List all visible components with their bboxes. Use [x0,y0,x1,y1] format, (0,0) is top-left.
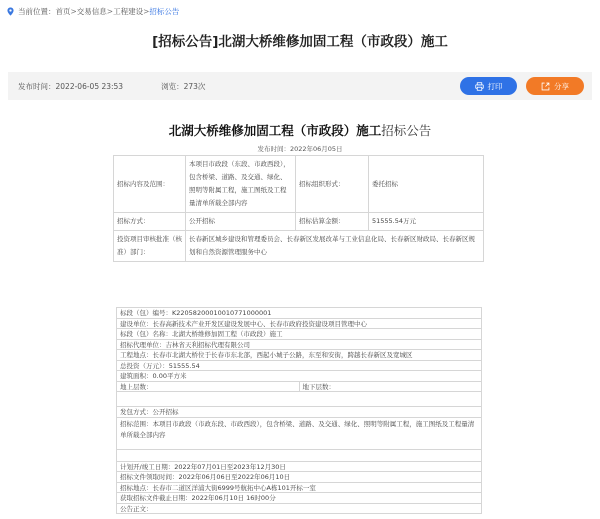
method-value: 公开招标 [186,213,296,231]
breadcrumb-separator: > [143,6,150,16]
table-row [114,231,484,262]
price-label: 招标估算金额： [296,213,369,231]
table-row: 招标文件领取时间：2022年06月06日至2022年06月10日 [116,472,482,483]
above-ground-floors: 地上层数： [120,382,153,391]
meta-bar [8,72,592,100]
breadcrumb [6,4,179,18]
notice-title-suffix: 招标公告 [381,123,432,138]
view-count: 浏览：273次 [161,81,206,91]
table-row: 工程地点：长春市北湖大桥位于长春市东北部，西起小城子公路，东至和安街，跨越长春新区及宽城区 [116,350,482,361]
table-row-blank [116,392,482,407]
table-row: 招标代理单位：吉林省天利招标代理有限公司 [116,340,482,351]
printer-icon [475,82,484,91]
table-row: 招标地点：长春市二道区洋浦大街6999号航拓中心A栋101开标一室 [116,483,482,494]
breadcrumb-separator: > [106,6,114,16]
breadcrumb-current-link[interactable]: 招标公告 [149,6,180,16]
summary-table [113,155,484,262]
price-value: 51555.54万元 [369,213,484,231]
table-row-blank [116,450,482,462]
breadcrumb-home-link[interactable]: 首页 [55,6,71,16]
table-row [114,213,484,231]
table-row: 发包方式：公开招标 [116,407,482,418]
share-label: 分享 [554,81,569,91]
table-row: 建设单位：长春高新技术产业开发区建设发展中心、长春市政府投资建设项目管理中心 [116,319,482,330]
share-button[interactable] [526,77,584,95]
table-row: 公告正文： [116,504,482,515]
breadcrumb-separator: > [70,6,77,16]
approve-value: 长春新区城乡建设和管理委员会、长春新区发展改革与工业信息化局、长春新区财政局、长春新区规划和自然资源管理服务中心 [186,231,484,262]
method-label: 招标方式： [114,213,186,231]
page-title: [招标公告]北湖大桥维修加固工程（市政段）施工 [152,34,448,50]
table-row: 标段（包）名称：北湖大桥维修加固工程（市政段）施工 [116,329,482,340]
org-value: 委托招标 [369,156,484,213]
share-icon [541,82,550,91]
table-row: 总投资（万元）：51555.54 [116,361,482,372]
scope-label: 招标内容及范围： [114,156,186,213]
table-row: 标段（包）编号：K22058200010010771000001 [116,308,482,319]
table-row: 建筑面积：0.00平方米 [116,371,482,382]
table-row [116,382,482,393]
table-row: 计划开/竣工日期：2022年07月01日至2023年12月30日 [116,462,482,473]
notice-title-main: 北湖大桥维修加固工程（市政段）施工 [168,123,382,138]
table-row: 获取招标文件截止日期：2022年06月10日 16时00分 [116,493,482,504]
table-row: 招标范围：本项目市政段（市政东段、市政西段），包含桥梁、道路、及交通、绿化、照明等附属工程，施工图纸及工程量清单所载全部内容 [116,418,482,450]
below-ground-floors: 地下层数： [299,382,482,392]
approve-label: 投资项目审核批准（核准）部门： [114,231,186,262]
notice-date: 发布时间：2022年06月05日 [257,145,343,153]
breadcrumb-prefix: 当前位置： [18,6,56,16]
location-pin-icon [6,7,15,16]
breadcrumb-engineering-link[interactable]: 工程建设 [113,6,144,16]
breadcrumb-trade-link[interactable]: 交易信息 [76,6,107,16]
table-row [114,156,484,213]
print-button[interactable] [460,77,517,95]
scope-value: 本项目市政段（东段、市政西段），包含桥梁、道路、及交通、绿化、照明等附属工程，施工图纸及工程量清单所载全部内容 [186,156,296,213]
notice-title [0,121,600,139]
print-label: 打印 [487,81,503,91]
publish-time: 发布时间：2022-06-05 23:53 [18,81,124,91]
detail-table [116,307,482,514]
org-label: 招标组织形式： [296,156,369,213]
